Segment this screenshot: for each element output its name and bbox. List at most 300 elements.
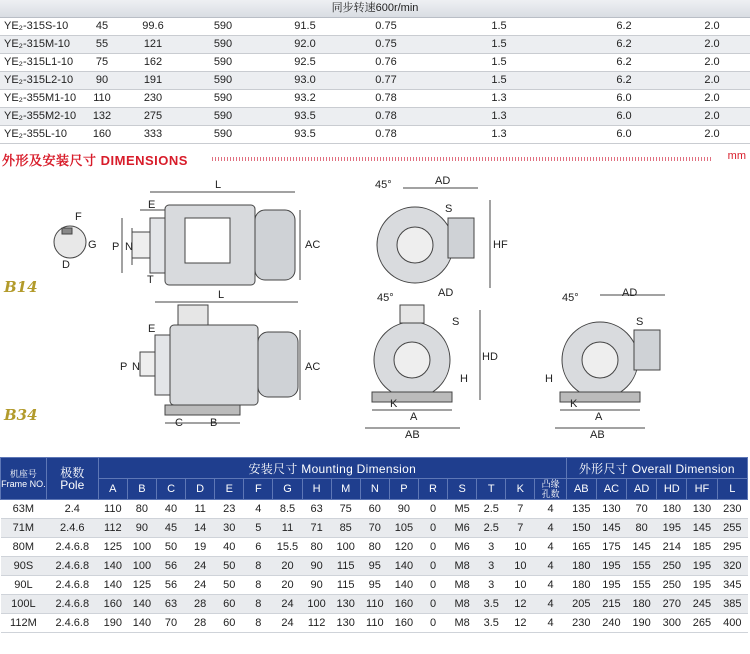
performance-cell: 99.6 xyxy=(142,20,164,32)
performance-cell: 590 xyxy=(213,128,233,140)
table-cell: 2.5 xyxy=(477,500,506,519)
performance-cell: 191 xyxy=(143,74,163,86)
table-cell: 85 xyxy=(331,519,360,538)
table-cell: 100L xyxy=(1,595,47,614)
table-cell: 400 xyxy=(717,614,747,633)
label-angle-b3: 45° xyxy=(562,292,579,304)
table-cell: 240 xyxy=(596,614,626,633)
b14-end-view xyxy=(377,188,490,288)
performance-cell: 121 xyxy=(143,38,163,50)
performance-cell: 6.2 xyxy=(616,74,632,86)
table-cell: 50 xyxy=(215,576,244,595)
table-cell: 50 xyxy=(215,557,244,576)
table-cell: 3 xyxy=(477,538,506,557)
performance-cell: 92.0 xyxy=(294,38,316,50)
table-cell: 15.5 xyxy=(273,538,302,557)
table-cell: 175 xyxy=(596,538,626,557)
performance-cell: 590 xyxy=(213,20,233,32)
table-cell: 195 xyxy=(687,576,717,595)
table-cell: 12 xyxy=(506,614,535,633)
performance-cell: 2.0 xyxy=(704,56,720,68)
label-AB-b3: AB xyxy=(590,429,605,441)
performance-cell: 93.5 xyxy=(294,128,316,140)
col-g: G xyxy=(273,479,302,500)
section-title: 外形及安装尺寸 DIMENSIONS xyxy=(2,153,188,168)
table-cell: 105 xyxy=(389,519,418,538)
table-cell: 4 xyxy=(535,557,566,576)
label-D: D xyxy=(62,259,70,271)
table-cell: 28 xyxy=(186,614,215,633)
table-cell: 71M xyxy=(1,519,47,538)
performance-cell: YE₂-355M2-10 xyxy=(4,110,77,122)
performance-row xyxy=(0,54,750,72)
table-cell: 110 xyxy=(98,500,127,519)
performance-cell: 590 xyxy=(213,38,233,50)
table-cell: 195 xyxy=(596,576,626,595)
label-A-b3: A xyxy=(595,411,603,423)
performance-cell: 0.75 xyxy=(375,38,397,50)
performance-row xyxy=(0,36,750,54)
performance-cell: 1.5 xyxy=(491,38,507,50)
col-ab: AB xyxy=(566,479,596,500)
table-cell: M5 xyxy=(448,500,477,519)
table-cell: 100 xyxy=(331,538,360,557)
section-divider xyxy=(212,157,712,161)
label-K-b3: K xyxy=(570,398,578,410)
table-cell: 23 xyxy=(215,500,244,519)
performance-cell: 132 xyxy=(92,110,112,122)
performance-cell: 6.0 xyxy=(616,110,632,122)
table-cell: 115 xyxy=(331,557,360,576)
table-cell: 195 xyxy=(687,557,717,576)
table-cell: 2.4.6.8 xyxy=(46,595,98,614)
label-H-b3: H xyxy=(545,373,553,385)
label-P-b34: P xyxy=(120,361,128,373)
table-cell: 155 xyxy=(627,576,657,595)
table-cell: 0 xyxy=(418,538,447,557)
table-cell: 145 xyxy=(596,519,626,538)
table-cell: 4 xyxy=(535,538,566,557)
performance-cell: 2.0 xyxy=(704,110,720,122)
performance-table-body xyxy=(0,18,750,144)
table-row xyxy=(1,576,748,595)
col-t: T xyxy=(477,479,506,500)
table-cell: 19 xyxy=(186,538,215,557)
label-E-b34: E xyxy=(148,323,156,335)
table-cell: 12 xyxy=(506,595,535,614)
dimension-table-body xyxy=(1,500,748,633)
table-cell: 4 xyxy=(535,576,566,595)
table-cell: 70 xyxy=(627,500,657,519)
table-row xyxy=(1,519,748,538)
table-cell: 270 xyxy=(657,595,687,614)
performance-cell: YE₂-315M-10 xyxy=(4,38,71,50)
table-cell: 110 xyxy=(360,595,389,614)
dimension-table xyxy=(0,457,748,633)
label-AB-b34: AB xyxy=(405,429,420,441)
table-cell: 40 xyxy=(215,538,244,557)
table-cell: 4 xyxy=(535,614,566,633)
table-cell: 8.5 xyxy=(273,500,302,519)
label-L-b14: L xyxy=(215,179,222,191)
table-cell: 190 xyxy=(98,614,127,633)
table-cell: 0 xyxy=(418,576,447,595)
col-a: A xyxy=(98,479,127,500)
performance-cell: 333 xyxy=(143,128,163,140)
table-cell: 80 xyxy=(627,519,657,538)
performance-cell: 2.0 xyxy=(704,20,720,32)
label-AD-b34: AD xyxy=(438,287,454,299)
table-cell: 20 xyxy=(273,557,302,576)
performance-cell: 93.2 xyxy=(294,92,316,104)
label-AC-b34: AC xyxy=(305,361,321,373)
performance-cell: 0.78 xyxy=(375,110,397,122)
performance-row xyxy=(0,18,750,36)
table-cell: 6 xyxy=(244,538,273,557)
table-cell: 80 xyxy=(360,538,389,557)
table-cell: 28 xyxy=(186,595,215,614)
table-cell: 255 xyxy=(717,519,747,538)
label-S-b14: S xyxy=(445,203,453,215)
dimension-table-group-row xyxy=(1,458,748,479)
table-cell: 245 xyxy=(687,595,717,614)
table-cell: 125 xyxy=(127,576,156,595)
table-cell: 56 xyxy=(156,576,185,595)
label-H-b34: H xyxy=(460,373,468,385)
col-r: R xyxy=(418,479,447,500)
col-flange-holes: 凸缘 孔数 xyxy=(535,479,566,500)
table-cell: 2.4 xyxy=(46,500,98,519)
table-cell: 160 xyxy=(98,595,127,614)
col-k: K xyxy=(506,479,535,500)
col-e: E xyxy=(215,479,244,500)
table-cell: 50 xyxy=(156,538,185,557)
table-cell: 250 xyxy=(657,576,687,595)
table-cell: 190 xyxy=(627,614,657,633)
table-cell: 90L xyxy=(1,576,47,595)
table-cell: 95 xyxy=(360,557,389,576)
table-cell: 0 xyxy=(418,614,447,633)
table-cell: 115 xyxy=(331,576,360,595)
performance-cell: 590 xyxy=(213,74,233,86)
table-cell: 130 xyxy=(331,614,360,633)
label-P-b14: P xyxy=(112,241,120,253)
performance-cell: 110 xyxy=(93,92,111,104)
performance-cell: 1.3 xyxy=(491,110,507,122)
table-cell: 0 xyxy=(418,519,447,538)
performance-cell: YE₂-315S-10 xyxy=(4,20,69,32)
table-cell: 3 xyxy=(477,576,506,595)
performance-cell: 230 xyxy=(143,92,163,104)
table-cell: 24 xyxy=(186,557,215,576)
performance-table xyxy=(0,0,750,144)
table-cell: 8 xyxy=(244,614,273,633)
table-cell: 2.4.6 xyxy=(46,519,98,538)
b14-label: B14 xyxy=(4,278,38,296)
performance-cell: 1.3 xyxy=(491,128,507,140)
table-cell: 140 xyxy=(98,576,127,595)
table-cell: 75 xyxy=(331,500,360,519)
table-cell: 100 xyxy=(127,538,156,557)
table-cell: 30 xyxy=(215,519,244,538)
table-cell: 205 xyxy=(566,595,596,614)
performance-cell: 590 xyxy=(213,56,233,68)
table-cell: 110 xyxy=(360,614,389,633)
overall-dimension-header: 外形尺寸 Overall Dimension xyxy=(566,458,747,479)
label-HF: HF xyxy=(493,239,508,251)
table-cell: 230 xyxy=(717,500,747,519)
table-cell: 56 xyxy=(156,557,185,576)
table-cell: 95 xyxy=(360,576,389,595)
col-d: D xyxy=(186,479,215,500)
table-cell: 8 xyxy=(244,595,273,614)
table-cell: 145 xyxy=(627,538,657,557)
table-cell: 20 xyxy=(273,576,302,595)
table-cell: 8 xyxy=(244,557,273,576)
performance-row xyxy=(0,72,750,90)
performance-cell: 90 xyxy=(95,74,109,86)
label-AD-b3: AD xyxy=(622,287,638,299)
performance-cell: 2.0 xyxy=(704,38,720,50)
col-p: P xyxy=(389,479,418,500)
col-pole-cn: 极数 xyxy=(60,465,85,480)
table-cell: 14 xyxy=(186,519,215,538)
label-T-b14: T xyxy=(147,274,154,286)
table-cell: 5 xyxy=(244,519,273,538)
col-pole-en: Pole xyxy=(60,477,85,492)
col-f: F xyxy=(244,479,273,500)
table-cell: 165 xyxy=(566,538,596,557)
performance-row xyxy=(0,126,750,144)
table-cell: 140 xyxy=(389,557,418,576)
performance-cell: 1.3 xyxy=(491,92,507,104)
table-cell: 10 xyxy=(506,557,535,576)
label-S-b34: S xyxy=(452,316,460,328)
label-S-b3: S xyxy=(636,316,644,328)
b34-label: B34 xyxy=(4,406,38,424)
table-cell: 4 xyxy=(535,519,566,538)
label-angle-b34: 45° xyxy=(377,292,394,304)
table-cell: 70 xyxy=(360,519,389,538)
col-pole xyxy=(46,458,98,500)
table-cell: 60 xyxy=(215,595,244,614)
table-cell: 112M xyxy=(1,614,47,633)
performance-cell: 2.0 xyxy=(704,92,720,104)
table-cell: 90S xyxy=(1,557,47,576)
label-A-b34: A xyxy=(410,411,418,423)
table-cell: 195 xyxy=(657,519,687,538)
table-cell: 100 xyxy=(127,557,156,576)
table-cell: 3 xyxy=(477,557,506,576)
performance-cell: 0.75 xyxy=(375,20,397,32)
col-n: N xyxy=(360,479,389,500)
table-cell: 4 xyxy=(535,500,566,519)
table-cell: 180 xyxy=(566,557,596,576)
performance-cell: 6.2 xyxy=(616,38,632,50)
table-cell: 3.5 xyxy=(477,614,506,633)
table-cell: 10 xyxy=(506,576,535,595)
table-cell: 3.5 xyxy=(477,595,506,614)
table-cell: 7 xyxy=(506,519,535,538)
table-cell: 185 xyxy=(687,538,717,557)
table-cell: 10 xyxy=(506,538,535,557)
table-cell: 7 xyxy=(506,500,535,519)
table-cell: 90 xyxy=(302,557,331,576)
table-cell: 140 xyxy=(389,576,418,595)
table-row xyxy=(1,614,748,633)
performance-cell: 6.2 xyxy=(616,56,632,68)
table-cell: 0 xyxy=(418,557,447,576)
table-cell: 2.4.6.8 xyxy=(46,538,98,557)
performance-cell: 0.77 xyxy=(375,74,397,86)
table-cell: M8 xyxy=(448,614,477,633)
b34-side-view xyxy=(140,302,300,423)
table-cell: 140 xyxy=(98,557,127,576)
table-cell: M8 xyxy=(448,595,477,614)
table-cell: 385 xyxy=(717,595,747,614)
table-cell: 345 xyxy=(717,576,747,595)
performance-cell: 1.5 xyxy=(491,74,507,86)
table-cell: 160 xyxy=(389,595,418,614)
col-ac: AC xyxy=(596,479,626,500)
table-cell: 24 xyxy=(273,595,302,614)
table-cell: 90 xyxy=(389,500,418,519)
table-cell: 145 xyxy=(687,519,717,538)
performance-cell: 0.78 xyxy=(375,128,397,140)
mounting-dimension-header: 安装尺寸 Mounting Dimension xyxy=(98,458,566,479)
label-C: C xyxy=(175,417,183,429)
table-cell: 2.4.6.8 xyxy=(46,576,98,595)
performance-cell: 45 xyxy=(95,20,109,32)
label-K-b34: K xyxy=(390,398,398,410)
table-cell: 70 xyxy=(156,614,185,633)
label-N-b14: N xyxy=(125,241,133,253)
table-cell: 195 xyxy=(596,557,626,576)
table-cell: 140 xyxy=(127,614,156,633)
performance-cell: 2.0 xyxy=(704,128,720,140)
table-row xyxy=(1,557,748,576)
table-cell: 215 xyxy=(596,595,626,614)
table-cell: 45 xyxy=(156,519,185,538)
performance-cell: 160 xyxy=(92,128,112,140)
table-cell: 4 xyxy=(244,500,273,519)
table-cell: 8 xyxy=(244,576,273,595)
label-N-b34: N xyxy=(132,361,140,373)
col-h: H xyxy=(302,479,331,500)
col-b: B xyxy=(127,479,156,500)
table-cell: 130 xyxy=(687,500,717,519)
table-cell: 140 xyxy=(127,595,156,614)
performance-cell: 92.5 xyxy=(294,56,316,68)
performance-cell: 93.5 xyxy=(294,110,316,122)
performance-cell: 6.0 xyxy=(616,128,632,140)
table-cell: 63 xyxy=(302,500,331,519)
performance-cell: 162 xyxy=(143,56,163,68)
b34-end-view xyxy=(365,305,480,428)
table-cell: 4 xyxy=(535,595,566,614)
performance-cell: YE₂-315L1-10 xyxy=(4,56,74,68)
label-E-b14: E xyxy=(148,199,156,211)
table-cell: 63M xyxy=(1,500,47,519)
table-cell: 90 xyxy=(302,576,331,595)
table-cell: 214 xyxy=(657,538,687,557)
table-cell: 24 xyxy=(186,576,215,595)
performance-cell: 1.5 xyxy=(491,20,507,32)
table-cell: 295 xyxy=(717,538,747,557)
performance-cell: 91.5 xyxy=(294,20,316,32)
table-row xyxy=(1,500,748,519)
performance-cell: 93.0 xyxy=(294,74,316,86)
table-cell: 24 xyxy=(273,614,302,633)
table-cell: 250 xyxy=(657,557,687,576)
performance-cell: YE₂-355L-10 xyxy=(4,128,67,140)
label-angle-b14: 45° xyxy=(375,179,392,191)
col-frame: 机座号 Frame NO. xyxy=(1,458,47,500)
table-cell: 120 xyxy=(389,538,418,557)
col-hf: HF xyxy=(687,479,717,500)
performance-row xyxy=(0,108,750,126)
table-cell: 112 xyxy=(302,614,331,633)
table-cell: 0 xyxy=(418,595,447,614)
table-cell: 11 xyxy=(273,519,302,538)
table-cell: 180 xyxy=(627,595,657,614)
col-c: C xyxy=(156,479,185,500)
table-cell: 230 xyxy=(566,614,596,633)
performance-cell: 0.78 xyxy=(375,92,397,104)
table-cell: M8 xyxy=(448,557,477,576)
table-cell: 40 xyxy=(156,500,185,519)
performance-cell: 75 xyxy=(95,56,109,68)
table-cell: 320 xyxy=(717,557,747,576)
table-cell: 155 xyxy=(627,557,657,576)
dimension-table-column-row xyxy=(1,479,748,500)
table-cell: M6 xyxy=(448,519,477,538)
table-cell: 63 xyxy=(156,595,185,614)
performance-cell: 55 xyxy=(95,38,109,50)
table-cell: M6 xyxy=(448,538,477,557)
table-cell: 265 xyxy=(687,614,717,633)
table-cell: 180 xyxy=(657,500,687,519)
table-cell: 11 xyxy=(186,500,215,519)
table-cell: 150 xyxy=(566,519,596,538)
table-cell: 60 xyxy=(360,500,389,519)
performance-cell: 6.0 xyxy=(616,92,632,104)
col-ad: AD xyxy=(627,479,657,500)
col-l: L xyxy=(717,479,747,500)
table-cell: 125 xyxy=(98,538,127,557)
performance-cell: 590 xyxy=(213,110,233,122)
performance-cell: 590 xyxy=(213,92,233,104)
performance-cell: 6.2 xyxy=(616,20,632,32)
label-AD-b14: AD xyxy=(435,175,451,187)
table-cell: 0 xyxy=(418,500,447,519)
table-cell: 2.4.6.8 xyxy=(46,614,98,633)
table-cell: 160 xyxy=(389,614,418,633)
table-row xyxy=(1,595,748,614)
table-cell: M8 xyxy=(448,576,477,595)
col-s: S xyxy=(448,479,477,500)
performance-cell: 2.0 xyxy=(704,74,720,86)
label-L-b34: L xyxy=(218,289,225,301)
table-row xyxy=(1,538,748,557)
table-cell: 2.5 xyxy=(477,519,506,538)
table-cell: 300 xyxy=(657,614,687,633)
performance-row xyxy=(0,90,750,108)
table-cell: 135 xyxy=(566,500,596,519)
table-cell: 112 xyxy=(98,519,127,538)
label-HD: HD xyxy=(482,351,498,363)
performance-cell: 0.76 xyxy=(375,56,397,68)
